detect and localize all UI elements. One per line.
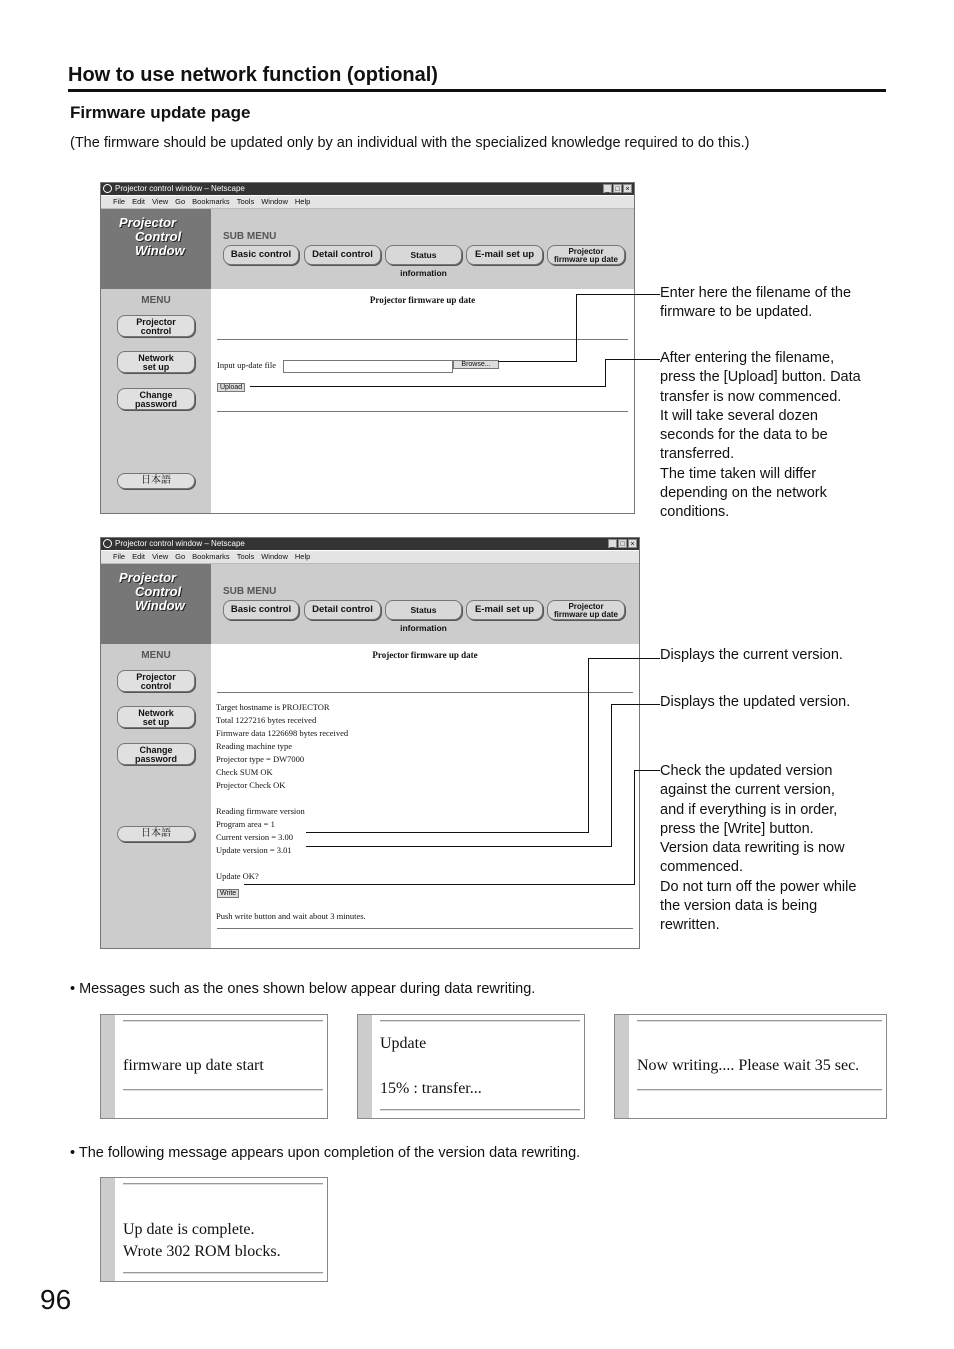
leader-line [605,359,606,387]
divider [123,1183,323,1185]
status-information-button[interactable]: Status information [385,600,462,620]
divider [123,1089,323,1091]
firmware-update-button[interactable] [547,600,625,620]
divider [380,1020,580,1022]
brand-logo [101,564,211,644]
content-title: Projector firmware up date [369,295,476,305]
sidebar-label: Projector [136,672,176,682]
divider [380,1109,580,1111]
sidebar-label: control [140,326,172,336]
menu-label: MENU [141,650,171,661]
callout-line: the version data is being [660,898,818,915]
content-area [211,644,639,948]
message-text: Now writing.... Please wait 35 sec. [637,1057,860,1074]
brand-line-1: Projector [119,570,177,585]
sidebar-label: Network [138,353,174,363]
bullet-completion-message: • The following message appears upon completion of the version data rewriting. [70,1145,581,1161]
browse-button[interactable]: Browse... [453,360,499,369]
window-titlebar [101,538,639,550]
menu-edit[interactable]: Edit [132,552,146,561]
menu-view[interactable]: View [152,552,169,561]
upload-button[interactable]: Upload [217,383,245,392]
submenu-label: SUB MENU [223,231,277,242]
email-setup-button[interactable]: E-mail set up [466,245,543,265]
maximize-icon[interactable]: □ [618,539,627,548]
push-write-note: Push write button and wait about 3 minutes. [216,911,366,921]
menu-file[interactable]: File [113,552,126,561]
brand-line-1: Projector [119,215,177,230]
callout-line: Do not turn off the power while [660,878,857,895]
sidebar-network-setup[interactable] [117,706,195,728]
message-transfer-progress [357,1014,585,1119]
divider [217,928,633,929]
update-version-line: Update version = 3.01 [216,845,292,855]
menu-bar [101,551,639,564]
log-line: Program area = 1 [216,819,275,829]
menu-window[interactable]: Window [261,552,288,561]
netscape-logo-icon [103,184,112,193]
sidebar-label: password [134,754,177,764]
leader-line [611,704,612,847]
log-line: Total 1227216 bytes received [216,715,317,725]
callout-line: transferred. [660,446,735,463]
menu-go[interactable]: Go [175,197,186,206]
subsection-title: Firmware update page [70,103,251,122]
log-line: Projector type = DW7000 [216,754,305,764]
close-icon[interactable]: × [623,184,632,193]
brand-line-2: Control [135,229,182,244]
leader-line [306,832,589,833]
message-firmware-start [100,1014,328,1119]
close-icon[interactable]: × [628,539,637,548]
detail-control-button[interactable]: Detail control [304,600,381,620]
divider [123,1020,323,1022]
window-titlebar [101,183,634,195]
sidebar-label: set up [142,362,170,372]
sidebar-network-setup[interactable] [117,351,195,373]
bullet-rewriting-messages: • Messages such as the ones shown below appear during data rewriting. [70,981,536,997]
message-text: Up date is complete. [123,1221,255,1238]
section-title: How to use network function (optional) [68,64,438,86]
email-setup-button[interactable]: E-mail set up [466,600,543,620]
log-line: Reading machine type [216,741,293,751]
japanese-button[interactable]: 日本語 [117,826,195,842]
divider [637,1020,882,1022]
brand-line-3: Window [135,598,185,613]
callout-line: transfer is now commenced. [660,388,842,405]
leader-line [498,361,577,362]
callout-line: Version data rewriting is now [660,840,845,857]
page-number: 96 [40,1284,72,1315]
leader-line [306,846,612,847]
input-update-file-label: Input up-date file [217,360,277,370]
sidebar [101,644,211,948]
window-title: Projector control window – Netscape [115,539,245,548]
message-sidebar [101,1015,115,1118]
divider [637,1089,882,1091]
menu-help[interactable]: Help [294,552,311,561]
callout-line: seconds for the data to be [660,427,828,444]
sidebar-label: password [134,399,177,409]
japanese-button[interactable]: 日本語 [117,473,195,489]
divider [217,411,628,412]
page-header [101,209,634,289]
firmware-btn-line2: firmware up date [553,610,618,619]
maximize-icon[interactable]: □ [613,184,622,193]
firmware-btn-line2: firmware up date [553,255,618,264]
callout-line: against the current version, [660,782,835,799]
submenu-label: SUB MENU [223,586,277,597]
log-line: Target hostname is PROJECTOR [216,702,330,712]
write-button[interactable]: Write [217,889,239,898]
update-log [216,701,348,883]
callout-line: It will take several dozen [660,407,818,424]
brand-line-2: Control [135,584,182,599]
browser-window-upload [100,182,635,514]
warning-note: (The firmware should be updated only by an individual with the specialized knowledge required to do this.) [70,135,750,151]
browser-window-write [100,537,640,949]
sidebar-label: Network [138,708,174,718]
page-header [101,564,639,644]
message-text: Update [380,1035,427,1052]
sidebar-label: control [140,681,172,691]
leader-line [588,658,660,659]
menu-view[interactable]: View [152,197,169,206]
firmware-update-button[interactable] [547,245,625,265]
sidebar-label: set up [142,717,170,727]
minimize-icon[interactable]: _ [603,184,612,193]
callout-line: press the [Write] button. [660,820,814,837]
status-information-button[interactable]: Status information [385,245,462,265]
sidebar-projector-control[interactable] [117,315,195,337]
callout-current-version: Displays the current version. [660,647,843,663]
menu-go[interactable]: Go [175,552,186,561]
menu-help[interactable]: Help [294,197,311,206]
update-ok-line: Update OK? [216,871,259,881]
leader-line [588,658,589,833]
log-blank [216,857,348,870]
callout-line: and if everything is in order, [660,801,838,818]
callout-line: depending on the network [660,485,827,502]
firmware-btn-line1: Projector [568,247,604,256]
callout-line: After entering the filename, [660,350,835,366]
leader-line [576,294,577,362]
callout-line: firmware to be updated. [660,304,813,321]
message-sidebar [101,1178,115,1281]
message-text: Wrote 302 ROM blocks. [123,1243,281,1260]
callout-line: Check the updated version [660,763,833,779]
divider [217,692,633,693]
log-line: Firmware data 1226698 bytes received [216,728,349,738]
menu-edit[interactable]: Edit [132,197,146,206]
menu-tools[interactable]: Tools [236,197,255,206]
leader-line [576,294,660,295]
current-version-line: Current version = 3.00 [216,832,294,842]
message-update-complete [100,1177,328,1282]
callout-upload [660,349,861,523]
message-now-writing [614,1014,887,1119]
menu-tools[interactable]: Tools [236,552,255,561]
sidebar-label: Change [139,745,173,755]
log-blank [216,792,348,805]
leader-line [250,386,606,387]
message-sidebar [615,1015,629,1118]
log-line: Reading firmware version [216,806,305,816]
leader-line [634,770,635,885]
sidebar [101,289,211,513]
callout-line: Enter here the filename of the [660,285,852,301]
netscape-logo-icon [103,539,112,548]
section-rule [68,89,886,92]
menu-window[interactable]: Window [261,197,288,206]
leader-line [605,359,660,360]
callout-updated-version: Displays the updated version. [660,694,851,710]
window-title: Projector control window – Netscape [115,184,245,193]
menu-bookmarks[interactable]: Bookmarks [192,197,230,206]
brand-line-3: Window [135,243,185,258]
update-file-input[interactable] [283,360,453,373]
callout-write [660,762,856,936]
leader-line [244,884,635,885]
menu-label: MENU [141,295,171,306]
leader-line [611,704,660,705]
menu-bookmarks[interactable]: Bookmarks [192,552,230,561]
divider [123,1272,323,1274]
callout-line: rewritten. [660,917,720,934]
menu-bar [101,196,634,209]
sidebar-change-password[interactable] [117,743,195,765]
sidebar-label: Projector [136,317,176,327]
brand-logo [101,209,211,289]
callout-line: conditions. [660,504,730,521]
callout-line: commenced. [660,859,744,876]
minimize-icon[interactable]: _ [608,539,617,548]
menu-file[interactable]: File [113,197,126,206]
detail-control-button[interactable]: Detail control [304,245,381,265]
basic-control-button[interactable]: Basic control [223,245,299,265]
content-title: Projector firmware up date [372,650,478,660]
log-line: Check SUM OK [216,767,273,777]
callout-line: The time taken will differ [660,465,817,482]
basic-control-button[interactable]: Basic control [223,600,299,620]
content-area [211,289,634,513]
message-text: firmware up date start [123,1057,264,1074]
divider [217,339,628,340]
log-line: Projector Check OK [216,780,286,790]
leader-line [634,770,660,771]
firmware-btn-line1: Projector [568,602,604,611]
callout-line: press the [Upload] button. Data [660,369,861,386]
sidebar-projector-control[interactable] [117,670,195,692]
message-progress: 15% : transfer... [380,1080,482,1097]
sidebar-label: Change [139,390,173,400]
callout-filename [660,284,851,323]
message-sidebar [358,1015,372,1118]
sidebar-change-password[interactable] [117,388,195,410]
